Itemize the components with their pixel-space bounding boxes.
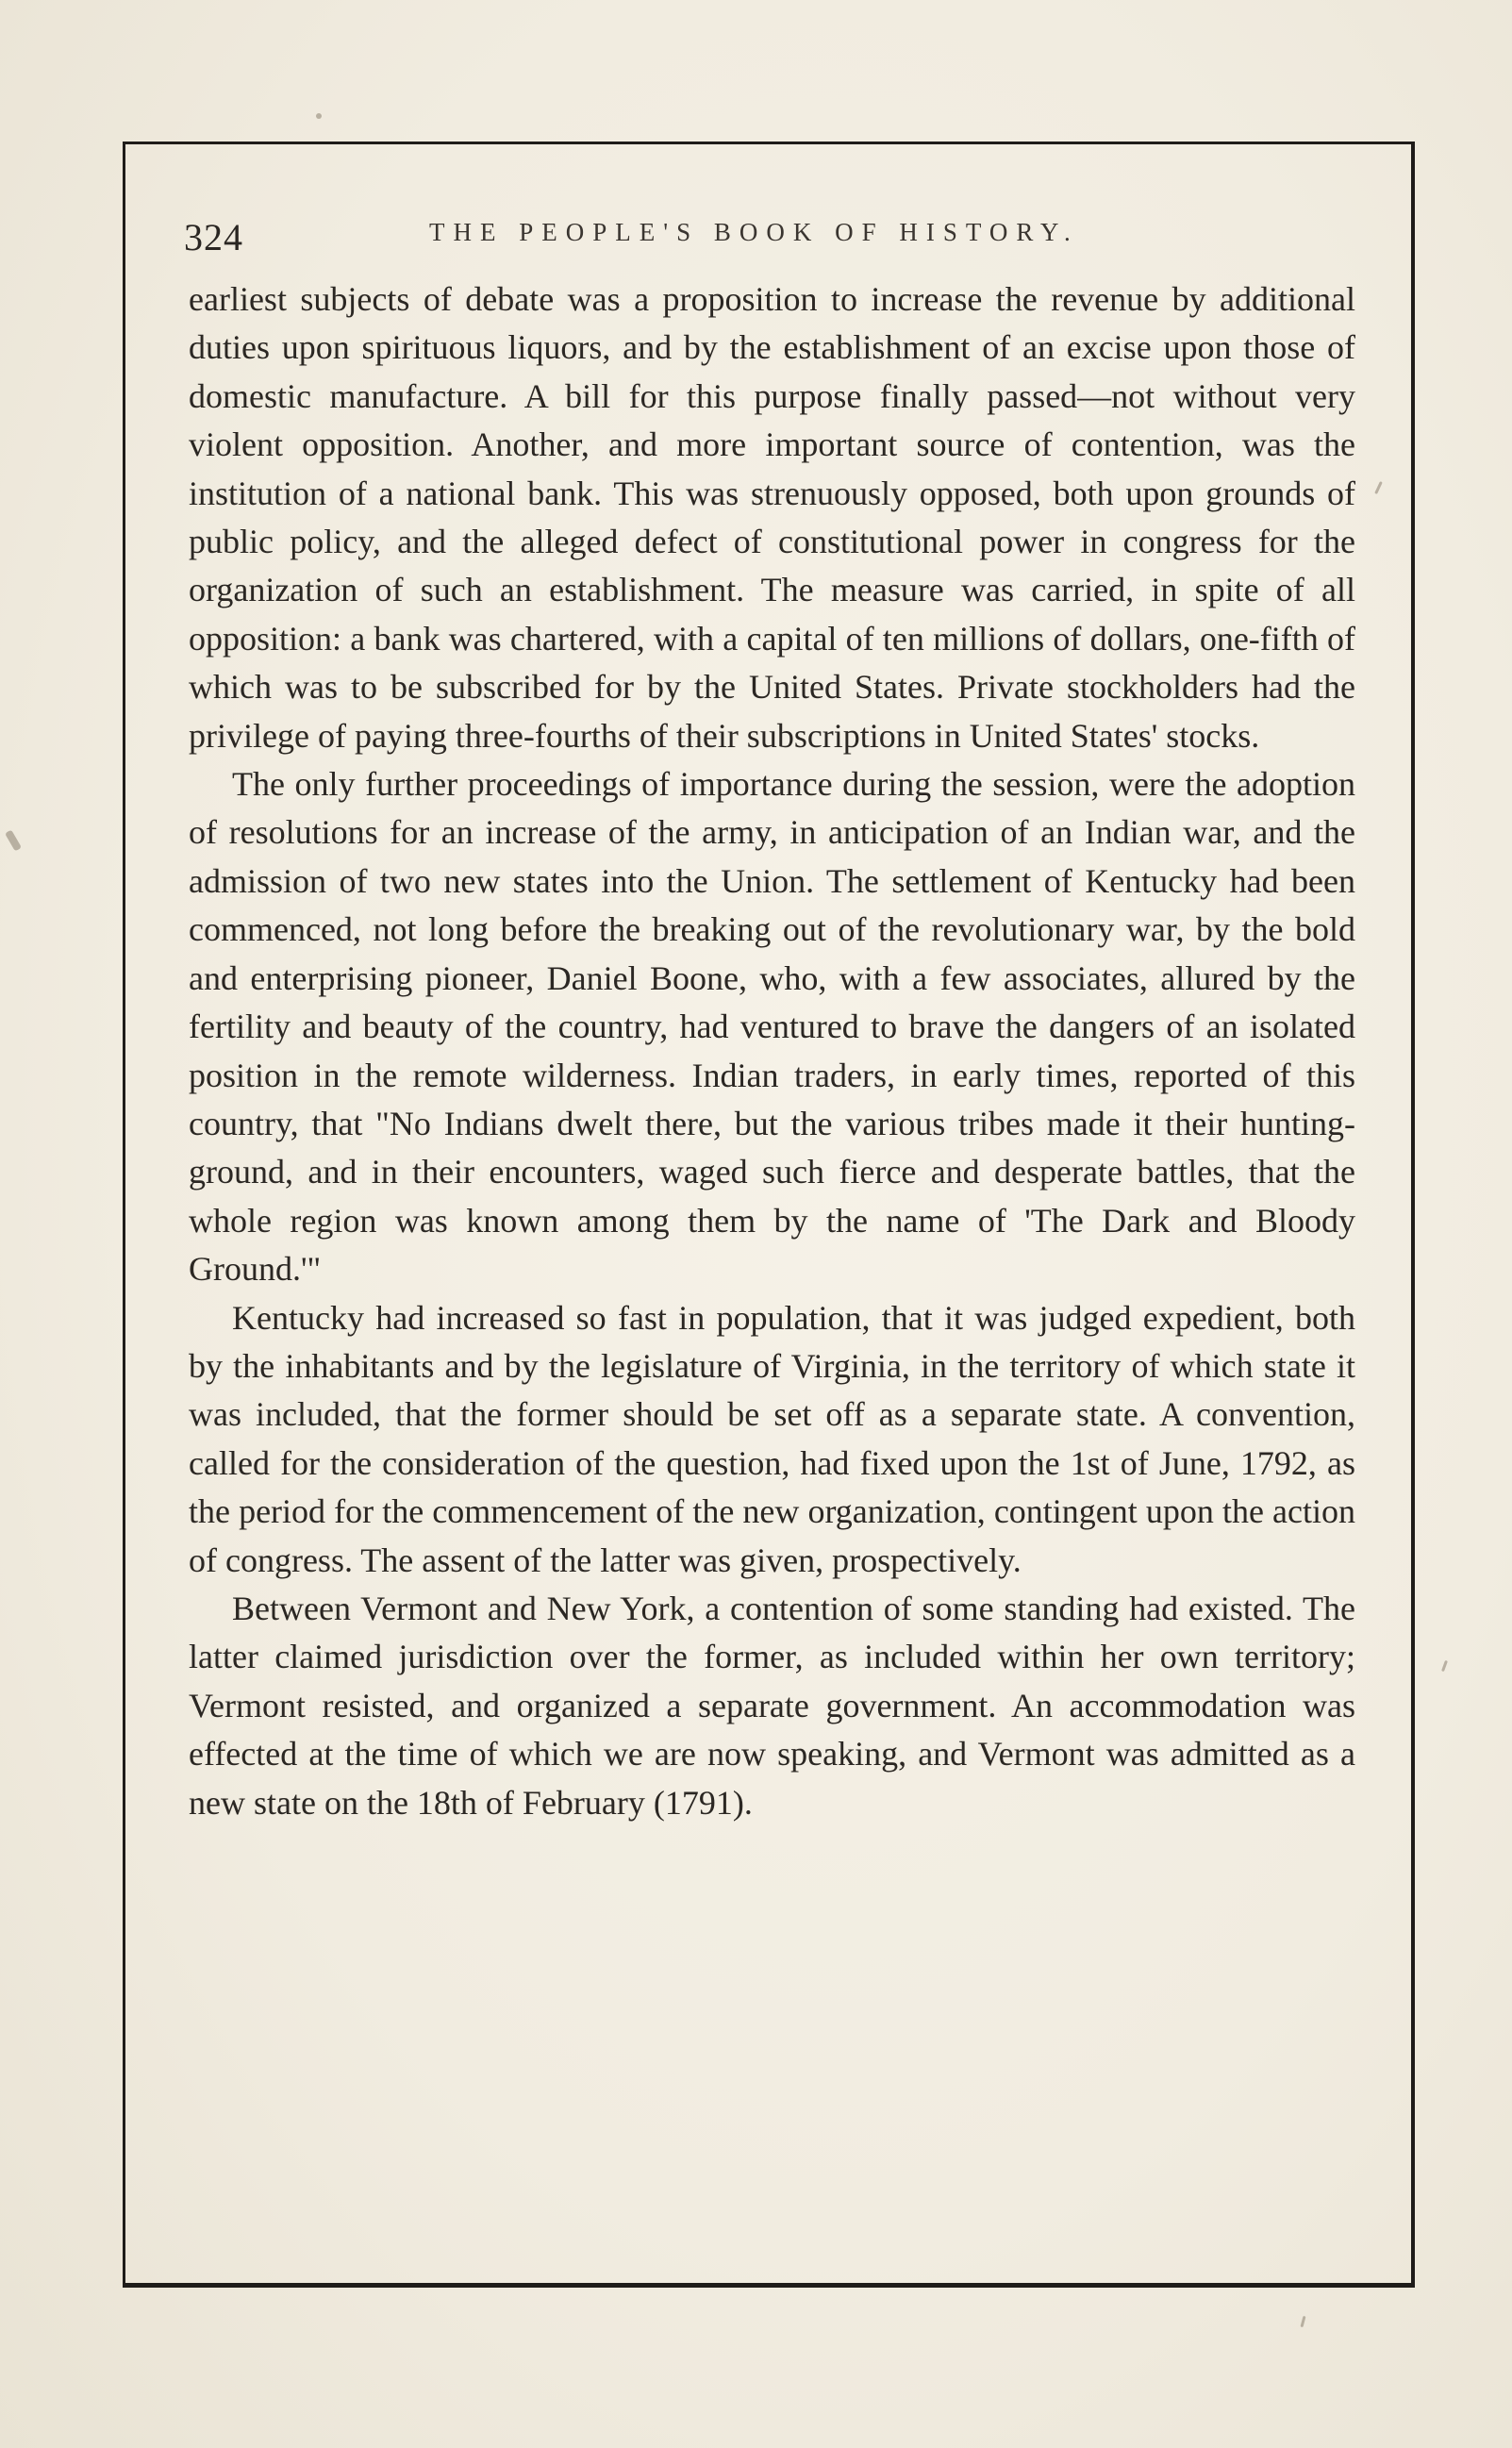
running-header: [184, 209, 1354, 266]
paragraph-2: The only further proceedings of importance during the session, were the adoption of resolutions for an increase of the army, in anticipation of an Indian war, and the admission of two new states into the Union. The settlement of Kentucky had been commenced, not long before the breaking out of the revolutionary war, by the bold and enterprising pioneer, Daniel Boone, who, with a few associates, allured by the fertility and beauty of the country, had ventured to brave the dangers of an isolated position in the remote wilderness. Indian traders, in early times, reported of this country, that "No Indians dwelt there, but the various tribes made it their hunting-ground, and in their encounters, waged such fierce and desperate battles, that the whole region was known among them by the name of 'The Dark and Bloody Ground.'": [189, 765, 1355, 1289]
body-text: [189, 275, 1355, 1827]
paragraph-3: Kentucky had increased so fast in population, that it was judged expedient, both by the inhabitants and by the legislature of Virginia, in the territory of which state it was included, that the former should be set off as a separate state. A convention, called for the consideration of the question, had fixed upon the 1st of June, 1792, as the period for the commencement of the new organization, contingent upon the action of congress. The assent of the latter was given, prospectively.: [189, 1298, 1355, 1579]
book-title: THE PEOPLE'S BOOK OF HISTORY.: [429, 218, 1079, 246]
page-number: 324: [184, 216, 243, 258]
paragraph-1: earliest subjects of debate was a proposition to increase the revenue by additional duties upon spirituous liquors, and by the establishment of an excise upon those of domestic manufacture. A bill for this purpose finally passed—not without very violent opposition. Another, and more important source of contention, was the institution of a national bank. This was strenuously opposed, both upon grounds of public policy, and the alleged defect of constitutional power in congress for the organization of such an establishment. The measure was carried, in spite of all opposition: a bank was chartered, with a capital of ten millions of dollars, one-fifth of which was to be subscribed for by the United States. Private stockholders had the privilege of paying three-fourths of their subscriptions in United States' stocks.: [189, 280, 1355, 755]
paper-speck: [316, 113, 322, 119]
paragraph-4: Between Vermont and New York, a contention of some standing had existed. The latter claimed jurisdiction over the former, as included within her own territory; Vermont resisted, and organized a separate government. An accommodation was effected at the time of which we are now speaking, and Vermont was admitted as a new state on the 18th of February (1791).: [189, 1589, 1355, 1822]
